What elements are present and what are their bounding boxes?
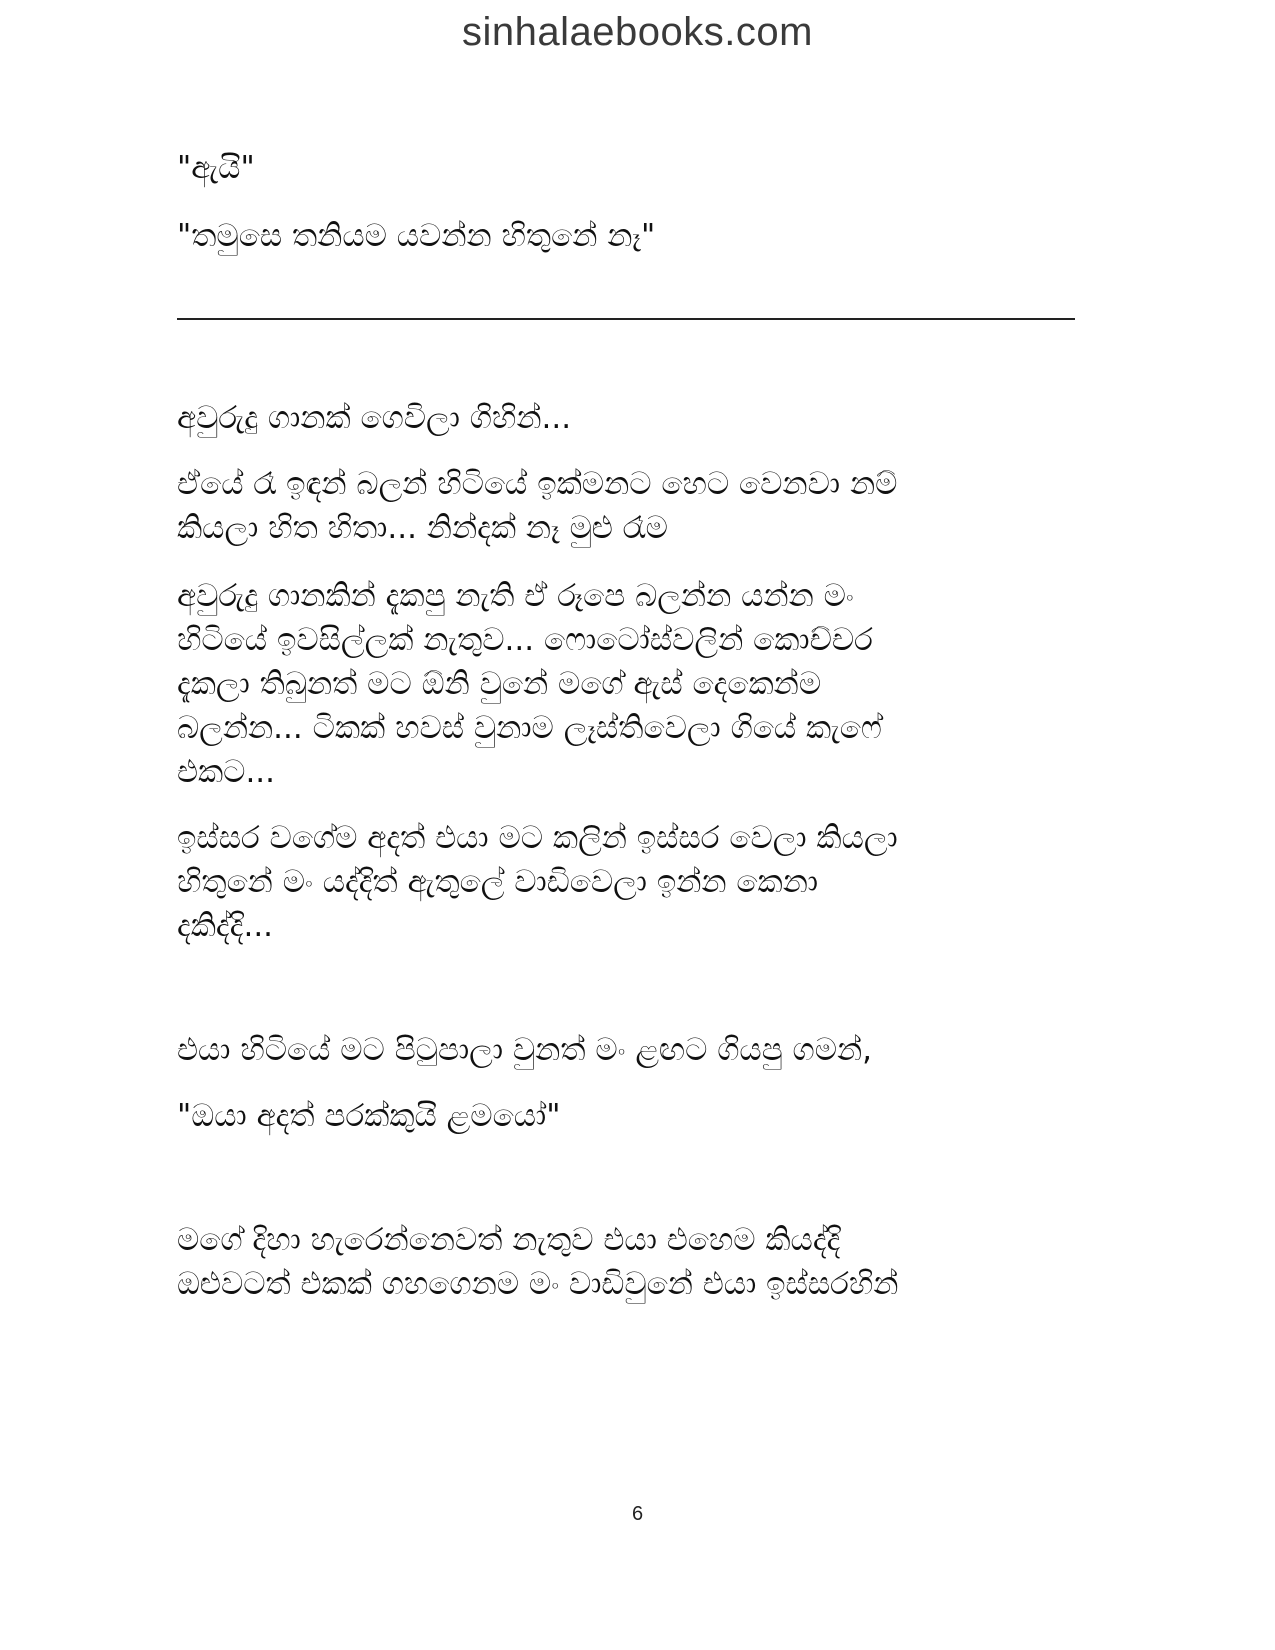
text-line: අවුරුදු ගානකින් දැකපු නැති ඒ රූපෙ බලන්න යන්න මං [177,578,854,614]
text-line: එයා හිටියේ මට පිටුපාලා වුනත් මං ළඟට ගියපු ගමන්, [177,1032,873,1068]
text-line: "ඔයා අදත් පරක්කුයි ළමයෝ" [177,1098,561,1134]
text-line: එකට... [177,754,276,790]
text-line: කියලා හිත හිතා... නින්දක් නෑ මුළු රෑම [177,510,668,546]
text-line: බලන්න... ටිකක් හවස් වුනාම ලෑස්තිවෙලා ගියේ කැෆේ [177,710,882,746]
site-watermark-header: sinhalaebooks.com [462,10,813,54]
text-line: "ඇයි" [177,150,255,186]
text-line: දකිද්දි... [177,908,274,944]
text-line: හිතුනේ මං යද්දිත් ඇතුලේ වාඩිවෙලා ඉන්න කෙනා [177,864,819,900]
text-line: "තමුසෙ තනියම යවන්න හිතුනේ නෑ" [177,218,656,254]
text-line: ඒයේ රෑ ඉඳන් බලන් හිටියේ ඉක්මනට හෙට වෙනවා නම් [177,466,898,502]
text-line: මගේ දිහා හැරෙන්නෙවත් නැතුව එයා එහෙම කියද්දි [177,1222,841,1258]
text-line: ඔළුවටත් එකක් ගහගෙනම මං වාඩිවුනේ එයා ඉස්සරහින් [177,1266,899,1302]
page-number: 6 [631,1503,644,1525]
text-line: අවුරුදු ගානක් ගෙවිලා ගිහින්... [177,400,572,436]
text-line: හිටියේ ඉවසිල්ලක් නැතුව... ෆොටෝස්වලින් කොච්චර [177,622,873,658]
text-line: දැකලා තිබුනත් මට ඕනි වුනේ මගේ ඇස් දෙකෙන්ම [177,666,822,702]
section-divider [177,318,1075,320]
text-line: ඉස්සර වගේම අදත් එයා මට කලින් ඉස්සර වෙලා කියලා [177,820,898,856]
